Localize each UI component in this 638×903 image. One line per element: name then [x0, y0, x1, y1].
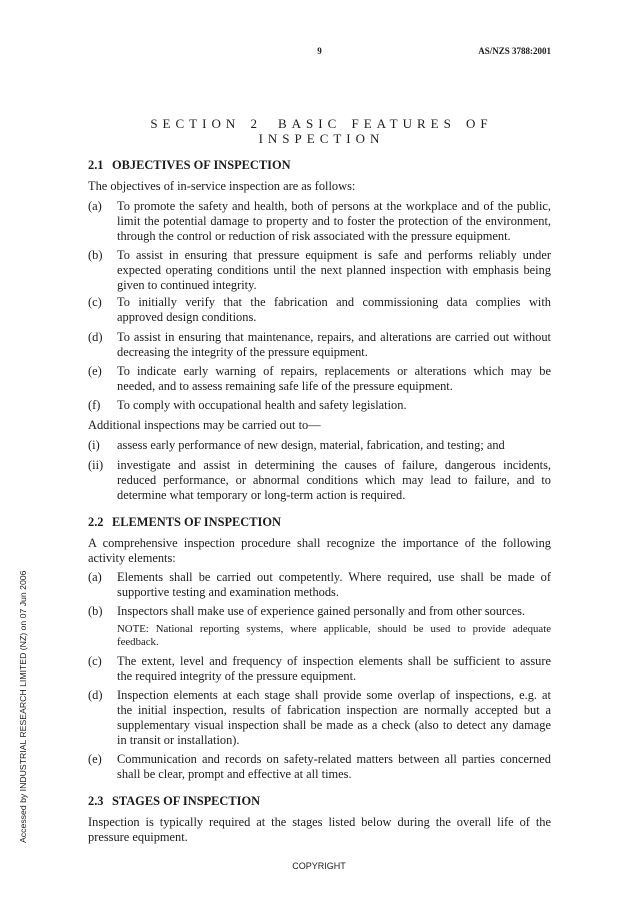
text-line: investigate and assist in determining the causes of failure, dangerous incidents, [117, 458, 551, 472]
item-text [117, 364, 551, 394]
section-title [0, 116, 638, 146]
standard-designation: AS/NZS 3788:2001 [478, 46, 551, 56]
text-line: shall be clear, prompt and effective at all times. [117, 767, 352, 781]
text-line: needed, and to assess remaining safe life of the pressure equipment. [117, 379, 453, 393]
clause-title: ELEMENTS OF INSPECTION [112, 515, 281, 529]
intro-paragraph [88, 815, 551, 845]
item-label: (d) [88, 330, 103, 344]
additional-intro [88, 418, 551, 433]
text-line: pressure equipment. [88, 830, 188, 844]
text-line: expected operating conditions until the next planned inspection with emphasis being [117, 263, 551, 277]
list-item [88, 688, 551, 748]
text-line: limit the potential damage to property and to foster the protection of the environment, [117, 214, 551, 228]
list-item [88, 248, 551, 293]
list-item [88, 604, 551, 619]
intro-paragraph [88, 179, 551, 194]
item-text [117, 438, 551, 453]
item-text [117, 295, 551, 325]
text-line: To indicate early warning of repairs, replacements or alterations which may be [117, 364, 551, 378]
section-title-text: BASIC FEATURES OF [277, 116, 493, 131]
text-line: determine what temporary or long-term action is required. [117, 488, 406, 502]
item-text [117, 248, 551, 293]
note [117, 623, 551, 649]
text-line: Communication and records on safety-related matters between all parties concerned [117, 752, 551, 766]
clause-title: STAGES OF INSPECTION [112, 794, 261, 808]
item-text [117, 199, 551, 244]
item-label: (f) [88, 398, 101, 412]
section-title-line-2: INSPECTION [258, 131, 385, 146]
text-line: the required integrity of the pressure equipment. [117, 669, 357, 683]
clause-number: 2.3 [88, 794, 104, 808]
running-header [88, 45, 551, 57]
item-text [117, 398, 551, 413]
list-item [88, 458, 551, 503]
list-item [88, 438, 551, 453]
clause-number: 2.2 [88, 515, 104, 529]
item-text [117, 570, 551, 600]
text-line: in transit or installation). [117, 733, 240, 747]
item-label: (e) [88, 752, 102, 766]
text-line: To initially verify that the fabrication and commissioning data complies with [117, 295, 551, 309]
clause-heading [88, 515, 551, 530]
item-text [117, 688, 551, 748]
item-label: (i) [88, 438, 100, 452]
text-line: To promote the safety and health, both of persons at the workplace and of the public, [117, 199, 551, 213]
text-line: supportive testing and examination methods. [117, 585, 339, 599]
text-line: Elements shall be carried out competently. Where required, use shall be made of [117, 570, 551, 584]
item-text [117, 330, 551, 360]
item-text [117, 752, 551, 782]
text-line: The extent, level and frequency of inspection elements shall be sufficient to assure [117, 654, 551, 668]
clause-number: 2.1 [88, 158, 104, 172]
list-item [88, 398, 551, 413]
item-text [117, 654, 551, 684]
text-line: Inspection elements at each stage shall provide some overlap of inspections, e.g. at [117, 688, 551, 702]
text-line: To assist in ensuring that maintenance, repairs, and alterations are carried out without [117, 330, 551, 344]
text-line: Additional inspections may be carried out to— [88, 418, 321, 432]
text-line: given to continued integrity. [117, 278, 257, 292]
copyright-footer: COPYRIGHT [292, 861, 346, 871]
text-line: To comply with occupational health and safety legislation. [117, 398, 407, 412]
item-text [117, 458, 551, 503]
text-line: approved design conditions. [117, 310, 257, 324]
list-item [88, 570, 551, 600]
item-label: (b) [88, 248, 103, 262]
note-line: NOTE: National reporting systems, where applicable, should be used to provide adequate [117, 623, 551, 635]
access-notice: Accessed by INDUSTRIAL RESEARCH LIMITED (NZ) on 07 Jun 2006 [18, 570, 28, 844]
text-line: Inspectors shall make use of experience gained personally and from other sources. [117, 604, 526, 618]
section-label: SECTION 2 [150, 116, 262, 131]
list-item [88, 364, 551, 394]
item-label: (b) [88, 604, 103, 618]
intro-paragraph [88, 536, 551, 566]
list-item [88, 654, 551, 684]
list-item [88, 295, 551, 325]
text-line: Inspection is typically required at the stages listed below during the overall life of the [88, 815, 551, 829]
item-label: (e) [88, 364, 102, 378]
text-line: activity elements: [88, 551, 176, 565]
list-item [88, 199, 551, 244]
text-line: decreasing the integrity of the pressure equipment. [117, 345, 368, 359]
item-label: (c) [88, 295, 102, 309]
note-line: feedback. [117, 636, 159, 648]
item-label: (c) [88, 654, 102, 668]
text-line: To assist in ensuring that pressure equipment is safe and performs reliably under [117, 248, 551, 262]
item-label: (ii) [88, 458, 104, 472]
page-number: 9 [317, 46, 322, 56]
text-line: through the control or reduction of risk associated with the pressure equipment. [117, 229, 511, 243]
item-label: (d) [88, 688, 103, 702]
item-label: (a) [88, 570, 102, 584]
item-label: (a) [88, 199, 102, 213]
text-line: assess early performance of new design, material, fabrication, and testing; and [117, 438, 505, 452]
section-title-line-1 [0, 116, 638, 131]
list-item [88, 752, 551, 782]
clause-heading [88, 794, 551, 809]
list-item [88, 330, 551, 360]
text-line: supplementary visual inspection shall be made as a check (also to detect any damage [117, 718, 551, 732]
clause-title: OBJECTIVES OF INSPECTION [112, 158, 291, 172]
text-line: A comprehensive inspection procedure shall recognize the importance of the following [88, 536, 551, 550]
text-line: reduced performance, or abnormal conditions which may lead to failure, and to [117, 473, 551, 487]
text-line: The objectives of in-service inspection are as follows: [88, 179, 356, 193]
item-text [117, 604, 551, 619]
text-line: the initial inspection, results of fabrication inspection are normally accepted but a [117, 703, 551, 717]
clause-heading [88, 158, 551, 173]
